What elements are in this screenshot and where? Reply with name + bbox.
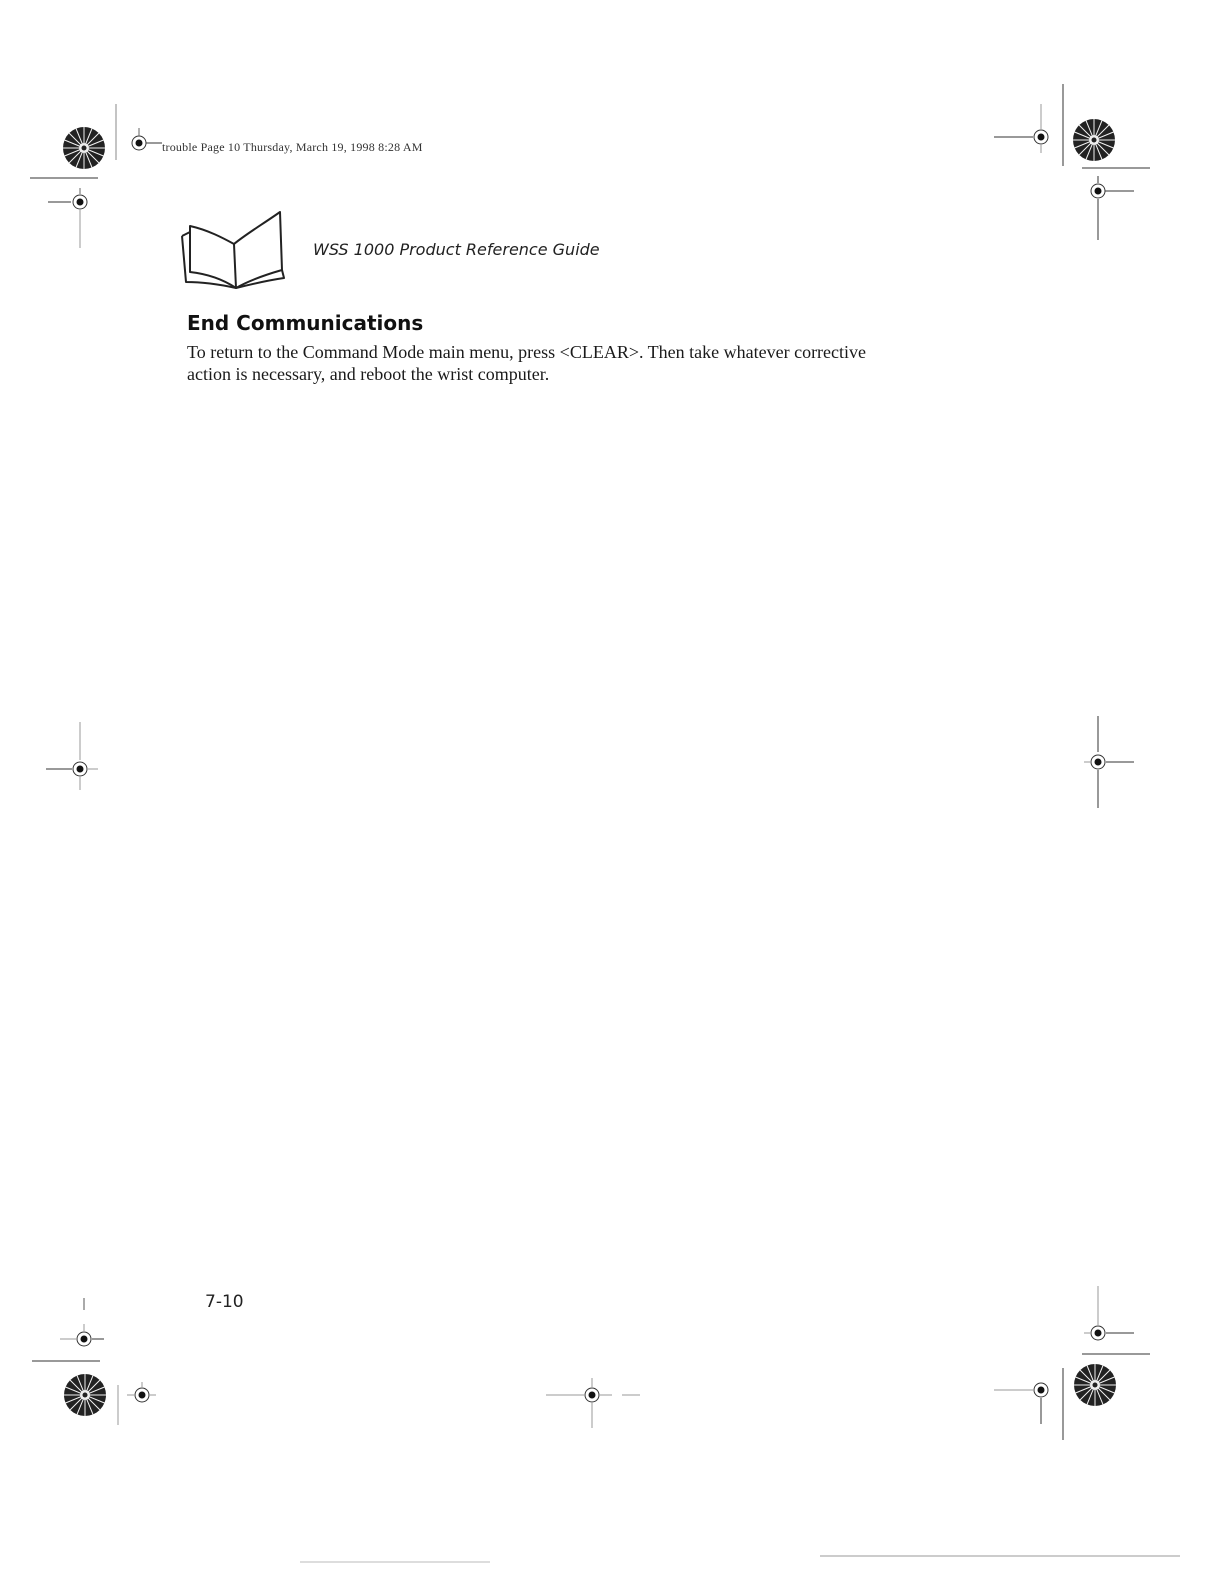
color-registration-target-icon-top-left	[63, 127, 105, 169]
registration-crosshair-icon-top-right	[994, 104, 1048, 153]
registration-crosshair-icon-bottom-center	[546, 1378, 640, 1428]
registration-crosshair-icon-bottom-right	[994, 1383, 1048, 1424]
registration-crosshair-icon-right-upper	[1091, 176, 1134, 240]
color-registration-target-icon-bottom-left	[64, 1374, 106, 1416]
registration-crosshair-icon-top-slug	[132, 128, 162, 150]
color-registration-target-icon-top-right	[1073, 119, 1115, 161]
section-heading: End Communications	[187, 311, 424, 335]
registration-crosshair-icon-left-upper	[48, 188, 87, 248]
running-header: WSS 1000 Product Reference Guide	[313, 240, 600, 259]
registration-crosshair-icon-bottom-left	[127, 1382, 156, 1402]
open-book-icon	[178, 208, 288, 290]
page-number: 7-10	[205, 1292, 244, 1312]
registration-crosshair-icon-left-lower	[60, 1324, 104, 1346]
registration-crosshair-icon-right-middle	[1084, 716, 1134, 808]
registration-crosshair-icon-right-lower	[1084, 1286, 1134, 1340]
registration-crosshair-icon-left-middle	[46, 722, 98, 790]
print-slug-line: trouble Page 10 Thursday, March 19, 1998 8:28 AM	[162, 140, 423, 154]
color-registration-target-icon-bottom-right	[1074, 1364, 1116, 1406]
section-paragraph: To return to the Command Mode main menu, press <CLEAR>. Then take whatever corrective action is necessary, and reboot the wrist computer.	[187, 342, 867, 384]
